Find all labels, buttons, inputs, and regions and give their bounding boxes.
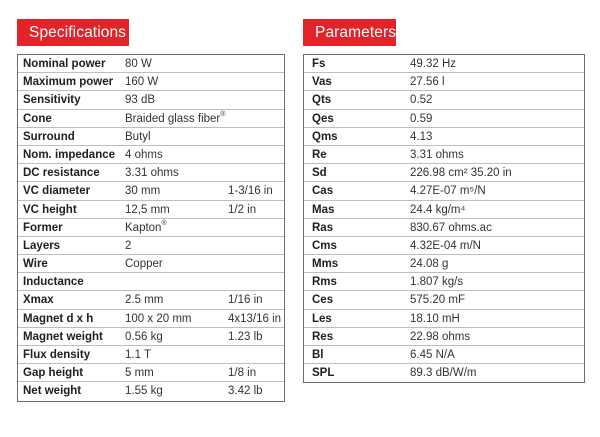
- specifications-value-cell: 30 mm: [125, 185, 161, 198]
- parameters-value-cell: 89.3 dB/W/m: [410, 367, 477, 380]
- parameters-label-cell: Ras: [312, 221, 334, 234]
- parameters-value-cell: 6.45 N/A: [410, 349, 455, 361]
- specifications-label-cell: Maximum power: [23, 76, 114, 89]
- specifications-row: [18, 291, 284, 309]
- parameters-row: [304, 110, 584, 128]
- parameters-row: [304, 55, 584, 73]
- specifications-value-cell: 12,5 mm: [125, 203, 170, 216]
- specifications-value-cell: Kapton®: [125, 219, 167, 234]
- parameters-row: [304, 164, 584, 182]
- specifications-value-cell: Braided glass fiber®: [125, 110, 226, 125]
- specifications-label-cell: Nominal power: [23, 58, 106, 70]
- parameters-label-cell: Cms: [312, 239, 337, 252]
- parameters-row: [304, 146, 584, 164]
- parameters-value-cell: 4.27E-07 m⁵/N: [410, 185, 486, 198]
- parameters-label-cell: SPL: [312, 367, 335, 380]
- specifications-row: [18, 328, 284, 346]
- specifications-value-cell: 0.56 kg: [125, 330, 163, 343]
- parameters-label-cell: Qes: [312, 112, 334, 125]
- specifications-label-cell: Gap height: [23, 367, 84, 380]
- specifications-value-cell: 2.5 mm: [125, 294, 164, 307]
- parameters-label-cell: Fs: [312, 58, 326, 70]
- specifications-imperial-cell: 4x13/16 in: [228, 312, 282, 325]
- specifications-panel: [17, 19, 285, 402]
- specifications-value-cell: Copper: [125, 258, 163, 271]
- parameters-row: [304, 201, 584, 219]
- specifications-value-cell: 2: [125, 239, 132, 252]
- parameters-row: [304, 364, 584, 382]
- specifications-row: [18, 219, 284, 237]
- parameters-value-cell: 575.20 mF: [410, 294, 465, 307]
- parameters-row: [304, 182, 584, 200]
- specifications-label-cell: Net weight: [23, 385, 82, 398]
- specifications-imperial-cell: 1/16 in: [228, 294, 263, 307]
- specifications-label-cell: Magnet d x h: [23, 312, 94, 325]
- parameters-row: [304, 255, 584, 273]
- specifications-label-cell: Surround: [23, 130, 75, 143]
- specifications-label-cell: VC diameter: [23, 185, 91, 198]
- parameters-label-cell: Re: [312, 148, 327, 161]
- specifications-table: [17, 54, 285, 402]
- specifications-row: [18, 346, 284, 364]
- specifications-title: Specifications: [17, 19, 129, 46]
- parameters-label-cell: Cas: [312, 185, 334, 198]
- specifications-value-cell: 3.31 ohms: [125, 167, 179, 180]
- parameters-value-cell: 22.98 ohms: [410, 330, 471, 343]
- specifications-imperial-cell: 1/2 in: [228, 203, 257, 216]
- specifications-label-cell: Layers: [23, 239, 61, 252]
- specifications-row: [18, 110, 284, 128]
- specifications-row: [18, 91, 284, 109]
- specifications-label-cell: Nom. impedance: [23, 148, 116, 161]
- parameters-label-cell: Qts: [312, 94, 332, 107]
- parameters-value-cell: 49.32 Hz: [410, 58, 457, 70]
- specifications-label-cell: Xmax: [23, 294, 54, 307]
- specifications-row: [18, 146, 284, 164]
- specifications-row: [18, 364, 284, 382]
- specifications-value-cell: 100 x 20 mm: [125, 312, 192, 325]
- specifications-imperial-cell: 1/8 in: [228, 367, 257, 380]
- parameters-label-cell: Qms: [312, 130, 338, 143]
- specifications-row: [18, 73, 284, 91]
- parameters-label-cell: Sd: [312, 167, 327, 180]
- specifications-row: [18, 164, 284, 182]
- parameters-value-cell: 24.08 g: [410, 258, 449, 271]
- parameters-row: [304, 91, 584, 109]
- parameters-panel: [303, 19, 585, 383]
- parameters-row: [304, 237, 584, 255]
- specifications-label-cell: Flux density: [23, 349, 91, 361]
- specifications-row: [18, 237, 284, 255]
- specifications-value-cell: 80 W: [125, 58, 152, 70]
- specifications-label-cell: Former: [23, 221, 63, 234]
- specifications-value-cell: Butyl: [125, 130, 151, 143]
- parameters-value-cell: 18.10 mH: [410, 312, 460, 325]
- parameters-value-cell: 24.4 kg/m⁴: [410, 203, 466, 216]
- specifications-label-cell: Magnet weight: [23, 330, 103, 343]
- parameters-label-cell: Ces: [312, 294, 334, 307]
- specifications-row: [18, 255, 284, 273]
- specifications-row: [18, 128, 284, 146]
- specifications-label-cell: VC height: [23, 203, 77, 216]
- parameters-value-cell: 1.807 kg/s: [410, 276, 464, 289]
- specifications-imperial-cell: 3.42 lb: [228, 385, 263, 398]
- parameters-row: [304, 219, 584, 237]
- parameters-row: [304, 346, 584, 364]
- parameters-label-cell: Vas: [312, 76, 332, 89]
- parameters-row: [304, 273, 584, 291]
- parameters-row: [304, 310, 584, 328]
- parameters-table: [303, 54, 585, 383]
- parameters-label-cell: Res: [312, 330, 334, 343]
- specifications-label-cell: Cone: [23, 112, 52, 125]
- specifications-value-cell: 4 ohms: [125, 148, 163, 161]
- specifications-label-cell: Wire: [23, 258, 48, 271]
- specifications-imperial-cell: 1.23 lb: [228, 330, 263, 343]
- parameters-row: [304, 73, 584, 91]
- parameters-row: [304, 128, 584, 146]
- parameters-value-cell: 830.67 ohms.ac: [410, 221, 492, 234]
- specifications-row: [18, 273, 284, 291]
- parameters-label-cell: Mas: [312, 203, 335, 216]
- parameters-label-cell: Bl: [312, 349, 324, 361]
- specifications-label-cell: Sensitivity: [23, 94, 81, 107]
- parameters-label-cell: Les: [312, 312, 332, 325]
- parameters-row: [304, 328, 584, 346]
- specifications-value-cell: 160 W: [125, 76, 159, 89]
- specifications-value-cell: 93 dB: [125, 94, 156, 107]
- parameters-value-cell: 226.98 cm² 35.20 in: [410, 167, 512, 180]
- specifications-imperial-cell: 1-3/16 in: [228, 185, 273, 198]
- parameters-value-cell: 0.59: [410, 112, 433, 125]
- specifications-value-cell: 1.1 T: [125, 349, 151, 361]
- specifications-row: [18, 55, 284, 73]
- parameters-value-cell: 3.31 ohms: [410, 148, 464, 161]
- parameters-value-cell: 4.13: [410, 130, 433, 143]
- parameters-row: [304, 291, 584, 309]
- parameters-value-cell: 27.56 l: [410, 76, 445, 89]
- specifications-row: [18, 310, 284, 328]
- specifications-row: [18, 201, 284, 219]
- parameters-label-cell: Rms: [312, 276, 337, 289]
- specifications-label-cell: Inductance: [23, 276, 84, 289]
- parameters-title: Parameters: [303, 19, 396, 46]
- specifications-row: [18, 382, 284, 400]
- specifications-row: [18, 182, 284, 200]
- parameters-value-cell: 0.52: [410, 94, 433, 107]
- specifications-value-cell: 1.55 kg: [125, 385, 163, 398]
- specifications-value-cell: 5 mm: [125, 367, 154, 380]
- parameters-label-cell: Mms: [312, 258, 339, 271]
- specifications-label-cell: DC resistance: [23, 167, 100, 180]
- parameters-value-cell: 4.32E-04 m/N: [410, 239, 481, 252]
